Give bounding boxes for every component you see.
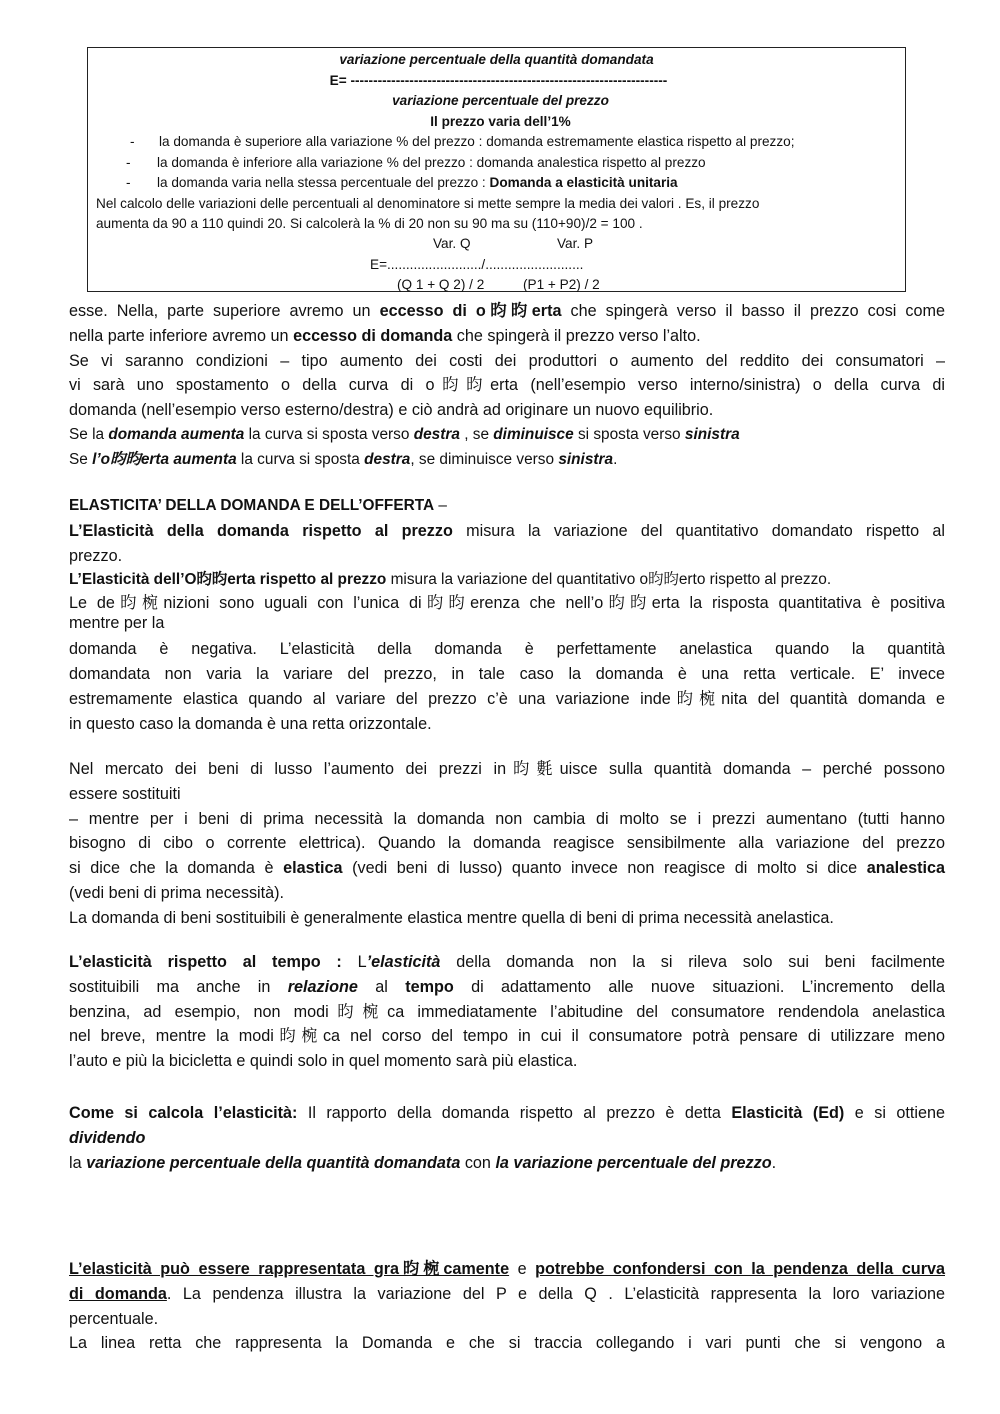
- bullet-text: la domanda è superiore alla variazione % del prezzo : domanda estremamente elastica rispetto al prezzo;: [159, 134, 795, 149]
- text-line: Nel mercato dei beni di lusso l’aumento dei prezzi in昀氀uisce sulla quantità domanda – perché possono: [69, 760, 945, 778]
- bullet-text-bold: Domanda a elasticità unitaria: [489, 175, 678, 190]
- text-run: (vedi beni di lusso) quanto invece non reagisce di molto si dice: [342, 859, 867, 878]
- bullet-item: [88, 132, 905, 153]
- formula-den-p: (P1 + P2) / 2: [523, 277, 600, 292]
- bullet-text: la domanda varia nella stessa percentuale del prezzo :: [157, 175, 490, 190]
- bullet-text: la domanda è inferiore alla variazione % del prezzo : domanda analestica rispetto al prezzo: [157, 154, 706, 170]
- paragraph-graphical: [69, 1257, 945, 1356]
- text-run: misura la variazione del quantitativo domandato rispetto al: [452, 521, 945, 540]
- text-run-bold: tempo: [405, 977, 454, 996]
- text-run: della domanda non la si rileva solo sui beni facilmente: [440, 953, 945, 971]
- section-elasticity: [69, 494, 945, 736]
- text-run: la curva si sposta: [236, 450, 365, 468]
- text-run: Se la: [69, 425, 109, 443]
- text-run-bold-italic: domanda aumenta: [108, 425, 245, 443]
- text-line: Le de昀椀nizioni sono uguali con l’unica di昀昀erenza che nell’o昀昀erta la risposta quantitativa è positiva: [69, 594, 945, 613]
- text-line: dividendo: [69, 1128, 146, 1147]
- text-run-bold: elastica: [283, 859, 343, 878]
- text-run-bold: Come si calcola l’elasticità:: [69, 1104, 298, 1122]
- text-run-bold-italic: relazione: [287, 977, 358, 996]
- formula-equals-line: E= ----------------------------------------------------------------------: [329, 72, 668, 88]
- text-run-bold: L’elasticità rispetto al tempo :: [69, 953, 342, 971]
- text-run: e: [509, 1260, 536, 1278]
- text-line: bisogno di cibo o corrente elettrica). Quando la domanda reagisce sensibilmente alla variazione del prezzo: [69, 834, 945, 853]
- bullet-dash: -: [126, 175, 131, 190]
- text-line: domandata non varia la variare del prezzo, in tale caso la domanda è una retta verticale. E’ invece: [69, 664, 945, 683]
- text-run: con: [460, 1153, 496, 1172]
- formula-den-q: (Q 1 + Q 2) / 2: [397, 277, 485, 292]
- text-line: nel breve, mentre la modi昀椀ca nel corso del tempo in cui il consumatore potrà pensare di utilizzare meno: [69, 1027, 945, 1046]
- formula-var-p: Var. P: [557, 236, 594, 251]
- text-run-bold: eccesso di domanda: [293, 326, 453, 345]
- section-heading: ELASTICITA’ DELLA DOMANDA E DELL’OFFERTA: [69, 497, 435, 514]
- text-run-bold-italic: destra: [364, 450, 411, 468]
- text-run: e si ottiene: [844, 1104, 945, 1122]
- text-run: al: [357, 977, 406, 996]
- formula-condition: Il prezzo varia dell’1%: [430, 113, 571, 129]
- text-run: Se: [69, 450, 93, 468]
- text-run-bold-underline: potrebbe confondersi con la pendenza della curva: [535, 1260, 945, 1278]
- text-run-bold-underline: L’elasticità può essere rappresentata gra昀椀camente: [69, 1260, 510, 1278]
- text-line: in questo caso la domanda è una retta orizzontale.: [69, 714, 432, 733]
- text-run-bold: L’Elasticità della domanda rispetto al prezzo: [69, 521, 453, 540]
- text-run: che spingerà il prezzo verso l’alto.: [452, 326, 701, 345]
- text-run: di adattamento alle nuove situazioni. L’incremento della: [453, 977, 945, 996]
- text-run-bold-underline: di domanda: [69, 1284, 167, 1303]
- bullet-item: [88, 173, 905, 194]
- text-run: –: [434, 497, 447, 514]
- formula-expression: E=........................./..........................: [370, 257, 584, 272]
- text-run-bold-italic: diminuisce: [493, 425, 574, 443]
- text-run: sostituibili ma anche in: [69, 977, 288, 996]
- text-line: – mentre per i beni di prima necessità la domanda non cambia di molto se i prezzi aumentano (tutti hanno: [69, 809, 945, 828]
- text-run: .: [613, 450, 618, 468]
- text-line: domanda (nell’esempio verso esterno/destra) e ciò andrà ad originare un nuovo equilibrio.: [69, 401, 714, 420]
- text-run-bold-italic: sinistra: [558, 450, 614, 468]
- text-run: si sposta verso: [573, 425, 685, 443]
- text-run-bold: Elasticità (Ed): [731, 1104, 845, 1122]
- text-line: essere sostituiti: [69, 784, 181, 803]
- text-line: mentre per la: [69, 614, 165, 633]
- bullet-item: [88, 153, 905, 174]
- text-line: percentuale.: [69, 1309, 159, 1328]
- text-run: misura la variazione del quantitativo o昀昀erto rispetto al prezzo.: [386, 571, 832, 589]
- text-run-bold: eccesso di o昀昀erta: [379, 302, 562, 320]
- text-run-bold-italic: variazione percentuale della quantità domandata: [86, 1153, 461, 1172]
- text-run: L: [341, 953, 367, 971]
- text-line: domanda è negativa. L’elasticità della domanda è perfettamente anelastica quando la quantità: [69, 640, 945, 659]
- formula-note-line: aumenta da 90 a 110 quindi 20. Si calcolerà la % di 20 non su 90 ma su (110+90)/2 = 100 .: [96, 216, 643, 231]
- text-line: vi sarà uno spostamento o della curva di o昀昀erta (nell’esempio verso interno/sinistra) o della curva di: [69, 376, 945, 395]
- text-run: la: [69, 1153, 87, 1172]
- paragraph-time-elasticity: [69, 950, 945, 1074]
- text-run: , se diminuisce verso: [410, 450, 559, 468]
- text-run-bold-italic: l’o昀昀erta aumenta: [92, 450, 237, 468]
- bullet-dash: -: [130, 134, 135, 149]
- text-line: (vedi beni di prima necessità).: [69, 883, 285, 902]
- text-run-bold-italic: destra: [413, 425, 460, 443]
- text-run: si dice che la domanda è: [69, 859, 284, 878]
- text-run: .: [771, 1153, 777, 1172]
- text-line: prezzo.: [69, 546, 123, 565]
- text-line: estremamente elastica quando al variare del prezzo c’è una variazione inde昀椀nita del quantità domanda e: [69, 689, 945, 708]
- text-run-bold-italic: la variazione percentuale del prezzo: [495, 1153, 772, 1172]
- text-line: La linea retta che rappresenta la Domanda e che si traccia collegando i vari punti che si vengono a: [69, 1334, 945, 1353]
- text-run-bold-italic: sinistra: [684, 425, 740, 443]
- text-run: Il rapporto della domanda rispetto al prezzo è detta: [297, 1104, 732, 1122]
- text-run: , se: [459, 425, 494, 443]
- text-line: l’auto e più la bicicletta e quindi solo in quel momento sarà più elastica.: [69, 1052, 578, 1071]
- paragraph-calculation: [69, 1101, 945, 1175]
- paragraph-luxury-goods: [69, 757, 945, 931]
- text-line: La domanda di beni sostituibili è generalmente elastica mentre quella di beni di prima necessità anelastica.: [69, 908, 834, 927]
- text-line: benzina, ad esempio, non modi昀椀ca immediatamente l’abitudine del consumatore rendendola anelastica: [69, 1002, 945, 1021]
- text-run: che spingerà verso il basso il prezzo cosi come: [561, 302, 945, 320]
- text-run: . La pendenza illustra la variazione del P e della Q . L’elasticità rappresenta la loro variazione: [166, 1284, 945, 1303]
- text-run-bold: L’Elasticità dell’O昀昀erta rispetto al prezzo: [69, 571, 387, 589]
- text-run: nella parte inferiore avremo un: [69, 326, 294, 345]
- text-run: esse. Nella, parte superiore avremo un: [69, 302, 380, 320]
- formula-note-line: Nel calcolo delle variazioni delle percentuali al denominatore si mette sempre la media dei valori . Es, il prezzo: [96, 195, 760, 211]
- bullet-dash: -: [126, 154, 131, 170]
- paragraph-equilibrium: [69, 299, 945, 473]
- text-run-bold-italic: ’elasticità: [366, 953, 441, 971]
- formula-var-q: Var. Q: [433, 236, 471, 251]
- text-run: la curva si sposta verso: [244, 425, 414, 443]
- formula-numerator: variazione percentuale della quantità domandata: [339, 52, 654, 67]
- formula-box: [87, 47, 906, 292]
- text-line: Se vi saranno condizioni – tipo aumento dei costi dei produttori o aumento del reddito dei consumatori –: [69, 351, 945, 370]
- text-run-bold: analestica: [866, 859, 945, 878]
- formula-denominator: variazione percentuale del prezzo: [392, 93, 609, 108]
